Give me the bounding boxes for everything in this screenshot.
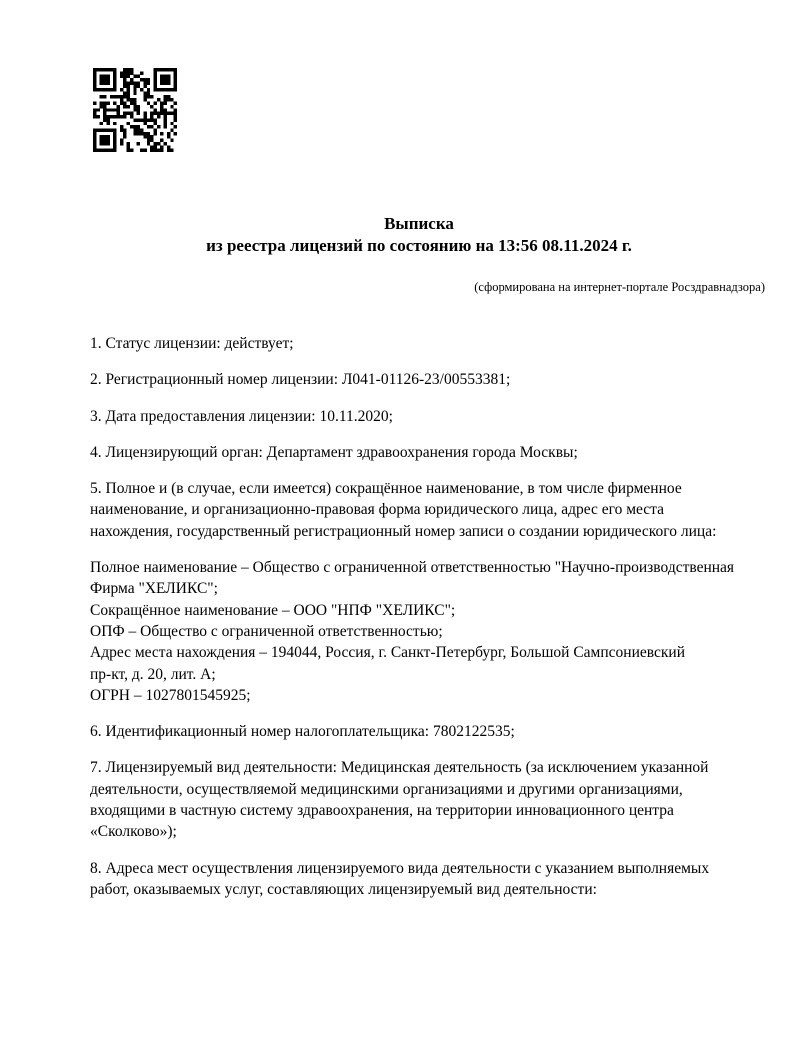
text-line: 1. Статус лицензии: действует; bbox=[90, 335, 294, 352]
paragraph-1-license-status bbox=[90, 333, 748, 354]
text-line: 4. Лицензирующий орган: Департамент здравоохранения города Москвы; bbox=[90, 443, 578, 461]
paragraph-8-activity-addresses bbox=[90, 858, 748, 901]
legal-form-line: ОПФ – Общество с ограниченной ответственностью; bbox=[90, 622, 443, 640]
document-title bbox=[90, 213, 748, 257]
text-line: наименование, и организационно-правовая форма юридического лица, адрес его места bbox=[90, 501, 665, 519]
qr-code-icon bbox=[93, 68, 177, 152]
text-line: деятельности, осуществляемой медицинскими организациями и другими организациями, bbox=[90, 780, 683, 798]
text-line: 8. Адреса мест осуществления лицензируемого вида деятельности с указанием выполняемых bbox=[90, 859, 710, 877]
text-line: 2. Регистрационный номер лицензии: Л041-01126-23/00553381; bbox=[90, 371, 511, 389]
paragraph-6-taxpayer-number bbox=[90, 721, 748, 742]
text-line: входящими в частную систему здравоохранения, на территории инновационного центра bbox=[90, 802, 674, 820]
document-body bbox=[90, 333, 748, 900]
document-title-line-1: Выписка bbox=[384, 214, 454, 233]
paragraph-4-licensing-authority bbox=[90, 442, 748, 463]
ogrn-line: ОГРН – 1027801545925; bbox=[90, 686, 251, 704]
full-name-line: Полное наименование – Общество с ограниченной ответственностью "Научно-производственная bbox=[90, 559, 735, 577]
text-line: 6. Идентификационный номер налогоплательщика: 7802122535; bbox=[90, 723, 515, 741]
text-line: 5. Полное и (в случае, если имеется) сокращённое наименование, в том числе фирменное bbox=[90, 480, 682, 498]
text-line: 3. Дата предоставления лицензии: 10.11.2020; bbox=[90, 407, 393, 425]
short-name-line: Сокращённое наименование – ООО "НПФ "ХЕЛИКС"; bbox=[90, 601, 456, 619]
paragraph-3-grant-date bbox=[90, 406, 748, 427]
paragraph-5-naming-intro bbox=[90, 478, 748, 542]
formation-note: (сформирована на интернет-портале Росздравнадзора) bbox=[474, 280, 765, 294]
text-line: «Сколково»); bbox=[90, 823, 177, 841]
address-line: Адрес места нахождения – 194044, Россия, г. Санкт-Петербург, Большой Сампсониевский bbox=[90, 644, 685, 662]
organization-details-block bbox=[90, 557, 748, 706]
document-title-line-2: из реестра лицензий по состоянию на 13:56 08.11.2024 г. bbox=[206, 236, 632, 255]
full-name-line-2: Фирма "ХЕЛИКС"; bbox=[90, 580, 218, 598]
text-line: работ, оказываемых услуг, составляющих лицензируемый вид деятельности: bbox=[90, 880, 597, 898]
paragraph-7-licensed-activity bbox=[90, 757, 748, 842]
paragraph-2-registration-number bbox=[90, 369, 748, 390]
text-line: 7. Лицензируемый вид деятельности: Медицинская деятельность (за исключением указанной bbox=[90, 759, 709, 777]
text-line: нахождения, государственный регистрационный номер записи о создании юридического лица: bbox=[90, 522, 717, 540]
address-line-2: пр-кт, д. 20, лит. А; bbox=[90, 665, 216, 683]
